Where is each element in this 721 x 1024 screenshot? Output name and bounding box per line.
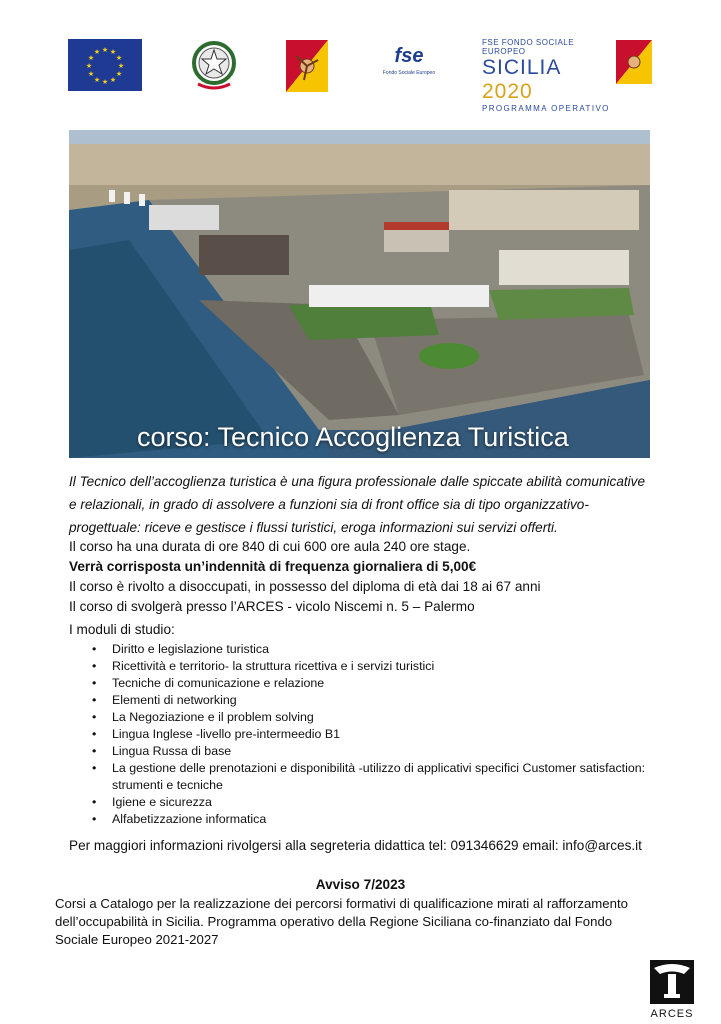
svg-text:★: ★ (101, 78, 109, 86)
module-label: La Negoziazione e il problem solving (112, 710, 314, 724)
module-label: Igiene e sicurezza (112, 795, 212, 809)
bullet-icon: • (92, 727, 97, 741)
arces-emblem-icon (650, 960, 694, 1004)
svg-text:★: ★ (93, 48, 101, 56)
module-item (92, 794, 652, 811)
module-item (92, 658, 652, 675)
module-label: Lingua Russa di base (112, 744, 232, 758)
module-item (92, 675, 652, 692)
module-label: Diritto e legislazione turistica (112, 642, 270, 656)
sicily-flag-small-icon (616, 40, 652, 84)
modules-list (92, 641, 652, 828)
sicily-flag-icon (286, 40, 328, 92)
contact-info: Per maggiori informazioni rivolgersi alla segreteria didattica tel: 091346629 email: info@arces.it (69, 838, 642, 853)
module-item (92, 811, 652, 828)
fse-logo (382, 42, 436, 90)
module-item (92, 726, 652, 743)
duration-text: Il corso ha una durata di ore 840 di cui 600 ore aula 240 ore stage. (69, 539, 471, 554)
allowance-text: Verrà corrisposta un’indennità di frequenza giornaliera di 5,00€ (69, 559, 477, 574)
sicilia-logo-name (482, 56, 610, 104)
module-item (92, 760, 652, 794)
bullet-icon: • (92, 812, 97, 826)
module-item (92, 692, 652, 709)
module-label: Alfabetizzazione informatica (112, 812, 267, 826)
module-item (92, 709, 652, 726)
italian-emblem-icon (190, 36, 238, 94)
svg-text:★: ★ (87, 70, 95, 78)
module-label: Ricettività e territorio- la struttura ricettiva e i servizi turistici (112, 659, 435, 673)
avviso-text: Corsi a Catalogo per la realizzazione dei percorsi formativi di qualificazione mirati al rafforzamento dell’occupabilità in Sicilia. Programma operativo della Regione Siciliana co-finanziato dal Fondo Sociale Europeo 2021-2027 (55, 896, 628, 947)
svg-text:★: ★ (117, 62, 125, 70)
location-text: Il corso di svolgerà presso l’ARCES - vicolo Niscemi n. 5 – Palermo (69, 599, 475, 614)
fse-mark: fse (394, 45, 424, 67)
sicilia-2020-logo (482, 38, 610, 113)
module-label: Lingua Inglese -livello pre-intermeedio B1 (112, 727, 340, 741)
bullet-icon: • (92, 795, 97, 809)
bullet-icon: • (92, 761, 97, 775)
bullet-icon: • (92, 693, 97, 707)
fse-caption: Fondo Sociale Europeo (382, 70, 436, 76)
svg-text:★: ★ (101, 46, 109, 54)
bullet-icon: • (92, 659, 97, 673)
svg-text:★: ★ (109, 76, 117, 84)
svg-text:★: ★ (109, 48, 117, 56)
module-label: Elementi di networking (112, 693, 237, 707)
sicilia-logo-top: FSE FONDO SOCIALE EUROPEO (482, 38, 575, 56)
course-description: Il Tecnico dell’accoglienza turistica è una figura professionale dalle spiccate abilità comunicative e relazionali, in grado di assolvere a funzioni sia di front office sia di tipo organizzativo-progettuale: riceve e gestisce i flussi turistici, eroga informazioni sui servizi offerti. (69, 474, 646, 535)
logo-strip (0, 36, 721, 113)
sicilia-logo-word: SICILIA (482, 56, 561, 79)
module-item (92, 641, 652, 658)
eu-flag-icon (68, 39, 142, 91)
arces-logo (650, 960, 694, 1022)
module-label: La gestione delle prenotazioni e disponibilità -utilizzo di applicativi specifici Customer satisfaction: strumenti e tecniche (112, 761, 646, 792)
course-title: corso: Tecnico Accoglienza Turistica (137, 422, 569, 452)
bullet-icon: • (92, 744, 97, 758)
svg-text:★: ★ (87, 54, 95, 62)
arces-label: ARCES (650, 1008, 694, 1020)
course-details (69, 537, 649, 617)
sicilia-logo-bottom: PROGRAMMA OPERATIVO (482, 104, 610, 113)
bullet-icon: • (92, 710, 97, 724)
svg-text:★: ★ (85, 62, 93, 70)
bullet-icon: • (92, 676, 97, 690)
svg-text:★: ★ (115, 54, 123, 62)
target-text: Il corso è rivolto a disoccupati, in possesso del diploma di età dai 18 ai 67 anni (69, 579, 541, 594)
modules-heading: I moduli di studio: (69, 622, 175, 637)
svg-text:★: ★ (115, 70, 123, 78)
avviso-title: Avviso 7/2023 (315, 877, 406, 892)
hero-photo (69, 130, 650, 458)
sicilia-logo-year: 2020 (482, 80, 533, 103)
svg-text:★: ★ (93, 76, 101, 84)
module-label: Tecniche di comunicazione e relazione (112, 676, 325, 690)
port-aerial-image (69, 130, 650, 458)
bullet-icon: • (92, 642, 97, 656)
module-item (92, 743, 652, 760)
